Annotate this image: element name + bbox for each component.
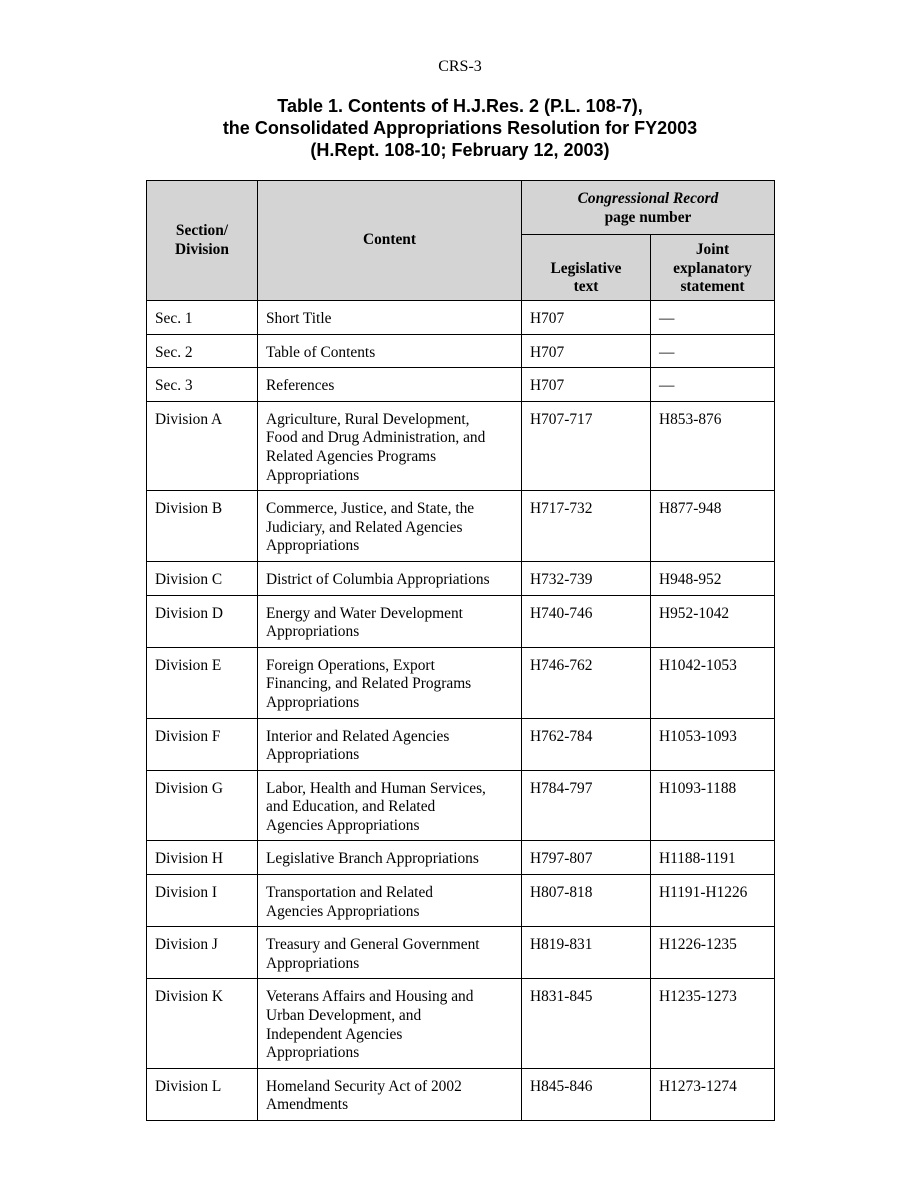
table-header — [147, 181, 775, 301]
cell-joint-statement: H1188-1191 — [651, 841, 775, 875]
header-joint-line-1: Joint — [695, 241, 730, 259]
cell-content-line: Treasury and General Government — [266, 936, 480, 954]
cell-legislative-text: H707-717 — [522, 401, 651, 490]
cell-content-line: Agencies Appropriations — [266, 902, 420, 920]
header-congressional-record — [522, 181, 775, 235]
cell-content — [258, 1068, 522, 1120]
header-cr-plain: page number — [604, 209, 692, 226]
cell-legislative-text: H762-784 — [522, 718, 651, 770]
cell-section: Division C — [147, 561, 258, 595]
cell-content — [258, 561, 522, 595]
header-legislative-line-2: text — [573, 278, 599, 296]
table-row — [147, 368, 775, 402]
header-content-label: Content — [362, 231, 416, 249]
header-section-line-2: Division — [175, 240, 229, 258]
cell-content — [258, 841, 522, 875]
header-joint-line-3: statement — [680, 278, 745, 296]
cell-section: Division J — [147, 927, 258, 979]
cell-section: Division I — [147, 875, 258, 927]
cell-content-line: Appropriations — [266, 466, 360, 484]
cell-joint-statement: H948-952 — [651, 561, 775, 595]
cell-legislative-text: H707 — [522, 301, 651, 335]
cell-section: Division G — [147, 770, 258, 841]
table-row — [147, 875, 775, 927]
cell-section: Sec. 2 — [147, 334, 258, 368]
table-row — [147, 1068, 775, 1120]
table-row — [147, 718, 775, 770]
cell-content-line: Appropriations — [266, 746, 360, 764]
page-number: CRS-3 — [438, 58, 482, 75]
cell-content-line: References — [266, 377, 335, 395]
cell-content-line: Agencies Appropriations — [266, 816, 420, 834]
cell-legislative-text: H707 — [522, 368, 651, 402]
table-row — [147, 334, 775, 368]
table-row — [147, 841, 775, 875]
cell-content-line: Legislative Branch Appropriations — [266, 850, 479, 868]
contents-table — [146, 180, 775, 1121]
table-title-line-3: (H.Rept. 108-10; February 12, 2003) — [310, 140, 610, 160]
table-row — [147, 491, 775, 562]
cell-section: Division K — [147, 979, 258, 1068]
cell-legislative-text: H831-845 — [522, 979, 651, 1068]
cell-joint-statement: H1093-1188 — [651, 770, 775, 841]
cell-content-line: Interior and Related Agencies — [266, 727, 450, 745]
table-body — [147, 301, 775, 1121]
cell-content-line: Financing, and Related Programs — [266, 675, 472, 693]
cell-content-line: Homeland Security Act of 2002 — [266, 1077, 462, 1095]
cell-content-line: Veterans Affairs and Housing and — [266, 988, 474, 1006]
cell-content-line: Related Agencies Programs — [266, 447, 437, 465]
cell-content-line: and Education, and Related — [266, 798, 436, 816]
cell-content-line: Appropriations — [266, 623, 360, 641]
cell-joint-statement: H1042-1053 — [651, 647, 775, 718]
table-row — [147, 647, 775, 718]
cell-section: Division L — [147, 1068, 258, 1120]
cell-joint-statement: H853-876 — [651, 401, 775, 490]
table-row — [147, 401, 775, 490]
cell-content — [258, 334, 522, 368]
cell-legislative-text: H717-732 — [522, 491, 651, 562]
cell-legislative-text: H819-831 — [522, 927, 651, 979]
cell-content-line: Appropriations — [266, 954, 360, 972]
cell-section: Sec. 1 — [147, 301, 258, 335]
cell-legislative-text: H746-762 — [522, 647, 651, 718]
cell-content — [258, 979, 522, 1068]
cell-joint-statement: H1273-1274 — [651, 1068, 775, 1120]
table-row — [147, 561, 775, 595]
cell-content-line: Independent Agencies — [266, 1025, 403, 1043]
table-row — [147, 301, 775, 335]
cell-content-line: Judiciary, and Related Agencies — [266, 518, 463, 536]
cell-content — [258, 875, 522, 927]
cell-legislative-text: H845-846 — [522, 1068, 651, 1120]
cell-content-line: Short Title — [266, 310, 332, 327]
cell-content-line: Labor, Health and Human Services, — [266, 779, 486, 797]
cell-joint-statement: H1226-1235 — [651, 927, 775, 979]
cell-content-line: Table of Contents — [266, 343, 376, 361]
cell-section: Division A — [147, 401, 258, 490]
cell-content — [258, 401, 522, 490]
cell-content-line: District of Columbia Appropriations — [266, 570, 490, 588]
cell-content-line: Agriculture, Rural Development, — [266, 410, 470, 428]
header-cr-italic: Congressional Record — [577, 190, 719, 208]
cell-content — [258, 368, 522, 402]
cell-section: Division B — [147, 491, 258, 562]
cell-content-line: Food and Drug Administration, and — [266, 429, 486, 447]
cell-joint-statement: H1191-H1226 — [651, 875, 775, 927]
cell-joint-statement: H877-948 — [651, 491, 775, 562]
header-content — [258, 181, 522, 301]
header-legislative-line-1: Legislative — [550, 259, 622, 277]
cell-joint-statement: — — [651, 334, 775, 368]
cell-content — [258, 718, 522, 770]
cell-section: Division F — [147, 718, 258, 770]
cell-content-line: Foreign Operations, Export — [266, 656, 435, 674]
cell-content — [258, 595, 522, 647]
table-title-line-1: Table 1. Contents of H.J.Res. 2 (P.L. 108-7), — [277, 96, 643, 116]
cell-content — [258, 491, 522, 562]
cell-content-line: Energy and Water Development — [266, 604, 463, 622]
table-row — [147, 595, 775, 647]
cell-content — [258, 927, 522, 979]
header-joint-explanatory — [651, 235, 775, 301]
cell-joint-statement: — — [651, 301, 775, 335]
cell-content-line: Appropriations — [266, 693, 360, 711]
header-section-division — [147, 181, 258, 301]
cell-content-line: Urban Development, and — [266, 1007, 422, 1025]
cell-legislative-text: H784-797 — [522, 770, 651, 841]
table-row — [147, 770, 775, 841]
cell-content-line: Appropriations — [266, 537, 360, 555]
cell-content-line: Transportation and Related — [266, 884, 433, 902]
cell-section: Sec. 3 — [147, 368, 258, 402]
cell-legislative-text: H707 — [522, 334, 651, 368]
cell-legislative-text: H807-818 — [522, 875, 651, 927]
cell-content — [258, 647, 522, 718]
cell-section: Division D — [147, 595, 258, 647]
cell-content — [258, 770, 522, 841]
cell-joint-statement: H1235-1273 — [651, 979, 775, 1068]
cell-section: Division H — [147, 841, 258, 875]
cell-legislative-text: H732-739 — [522, 561, 651, 595]
cell-content-line: Commerce, Justice, and State, the — [266, 500, 475, 518]
cell-joint-statement: H1053-1093 — [651, 718, 775, 770]
cell-section: Division E — [147, 647, 258, 718]
cell-legislative-text: H797-807 — [522, 841, 651, 875]
cell-content — [258, 301, 522, 335]
cell-legislative-text: H740-746 — [522, 595, 651, 647]
table-title — [0, 95, 920, 161]
table-title-line-2: the Consolidated Appropriations Resolution for FY2003 — [222, 118, 698, 138]
table-row — [147, 979, 775, 1068]
cell-joint-statement: H952-1042 — [651, 595, 775, 647]
header-joint-line-2: explanatory — [673, 259, 752, 277]
cell-content-line: Amendments — [266, 1096, 349, 1114]
cell-content-line: Appropriations — [266, 1044, 360, 1062]
header-section-line-1: Section/ — [175, 221, 229, 239]
table-row — [147, 927, 775, 979]
cell-joint-statement: — — [651, 368, 775, 402]
header-legislative-text — [522, 235, 651, 301]
